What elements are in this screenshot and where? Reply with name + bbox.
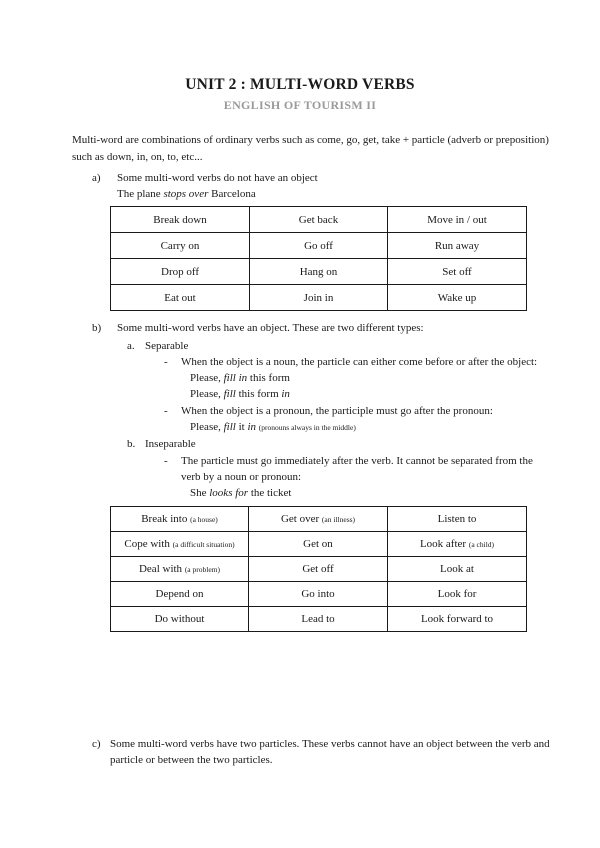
table-intransitive-verbs <box>110 206 527 311</box>
table-cell <box>388 532 527 557</box>
verb-text: Look for <box>437 588 477 600</box>
verb-text: Do without <box>154 613 205 625</box>
section-c-marker: c) <box>92 738 101 750</box>
example-3: Please, fill it in (pronouns always in the middle) <box>190 421 356 433</box>
section-b-text: Some multi-word verbs have an object. These are two different types: <box>117 322 424 334</box>
section-a-example: The plane stops over Barcelona <box>117 188 256 200</box>
verb-note: (a problem) <box>184 565 221 574</box>
table-cell <box>388 607 527 632</box>
table-cell: Hang on <box>250 259 388 285</box>
bullet-dash: - <box>164 356 168 368</box>
verb-text: Listen to <box>437 513 477 525</box>
sub-a-text: Separable <box>145 340 189 352</box>
table-row <box>111 582 527 607</box>
section-c-line-1: Some multi-word verbs have two particles. These verbs cannot have an object between the verb and <box>110 738 550 750</box>
table-cell: Wake up <box>388 285 527 311</box>
verb-text: Get on <box>303 538 333 550</box>
table-cell <box>111 607 249 632</box>
sub-b-marker: b. <box>127 438 136 450</box>
table-row <box>111 207 527 233</box>
section-a-marker: a) <box>92 172 101 184</box>
bullet-1-text: When the object is a noun, the particle can either come before or after the object: <box>181 356 538 368</box>
table-cell: Get back <box>250 207 388 233</box>
table-cell <box>249 607 388 632</box>
table-cell: Carry on <box>111 233 250 259</box>
table-row <box>111 233 527 259</box>
sub-a-marker: a. <box>127 340 135 352</box>
sub-b-text: Inseparable <box>145 438 196 450</box>
example-3-note: (pronouns always in the middle) <box>258 423 356 432</box>
table-row <box>111 507 527 532</box>
table-row <box>111 532 527 557</box>
table-cell <box>111 532 249 557</box>
table-row <box>111 285 527 311</box>
verb-note: (an illness) <box>321 515 356 524</box>
table-cell <box>111 582 249 607</box>
example-2: Please, fill this form in <box>190 388 290 400</box>
verb-text: Depend on <box>155 588 204 600</box>
table-cell <box>249 582 388 607</box>
table-cell <box>249 507 388 532</box>
table-cell: Join in <box>250 285 388 311</box>
page-subtitle: ENGLISH OF TOURISM II <box>223 98 377 112</box>
verb-text: Look after <box>419 538 467 550</box>
table-cell <box>249 557 388 582</box>
table-row <box>111 557 527 582</box>
table-cell: Run away <box>388 233 527 259</box>
section-a-text: Some multi-word verbs do not have an object <box>117 172 318 184</box>
section-b-marker: b) <box>92 322 102 334</box>
verb-note: (a house) <box>190 515 218 524</box>
example-4: She looks for the ticket <box>190 487 292 499</box>
bullet-dash: - <box>164 405 168 417</box>
bullet-3-line-1: The particle must go immediately after the verb. It cannot be separated from the <box>181 455 533 467</box>
table-cell: Move in / out <box>388 207 527 233</box>
table-cell: Go off <box>250 233 388 259</box>
verb-note: (a child) <box>468 540 495 549</box>
page-title: UNIT 2 : MULTI-WORD VERBS <box>185 76 415 93</box>
table-cell <box>249 532 388 557</box>
verb-text: Go into <box>301 588 335 600</box>
table-cell: Break down <box>111 207 250 233</box>
table-cell: Drop off <box>111 259 250 285</box>
verb-text: Look forward to <box>420 613 494 625</box>
table-row <box>111 259 527 285</box>
table-cell <box>388 557 527 582</box>
verb-text: Get over <box>280 513 320 525</box>
verb-note: (a difficult situation) <box>172 540 235 549</box>
table-row <box>111 607 527 632</box>
bullet-dash: - <box>164 455 168 467</box>
verb-text: Deal with <box>138 563 183 575</box>
verb-text: Break into <box>141 513 188 525</box>
table-cell: Eat out <box>111 285 250 311</box>
table-cell <box>388 582 527 607</box>
bullet-2-text: When the object is a pronoun, the participle must go after the pronoun: <box>181 405 493 417</box>
verb-text: Cope with <box>124 538 170 550</box>
table-cell <box>111 507 249 532</box>
verb-text: Look at <box>440 563 474 575</box>
table-cell <box>111 557 249 582</box>
table-cell <box>388 507 527 532</box>
verb-text: Lead to <box>301 613 335 625</box>
intro-line-1: Multi-word are combinations of ordinary verbs such as come, go, get, take + particle (adverb or preposition) <box>72 134 549 146</box>
table-inseparable-verbs <box>110 506 527 632</box>
intro-line-2: such as down, in, on, to, etc... <box>72 151 203 163</box>
section-c-line-2: particle or between the two particles. <box>110 754 273 766</box>
example-1: Please, fill in this form <box>190 372 290 384</box>
table-cell: Set off <box>388 259 527 285</box>
verb-text: Get off <box>302 563 334 575</box>
bullet-3-line-2: verb by a noun or pronoun: <box>181 471 302 483</box>
